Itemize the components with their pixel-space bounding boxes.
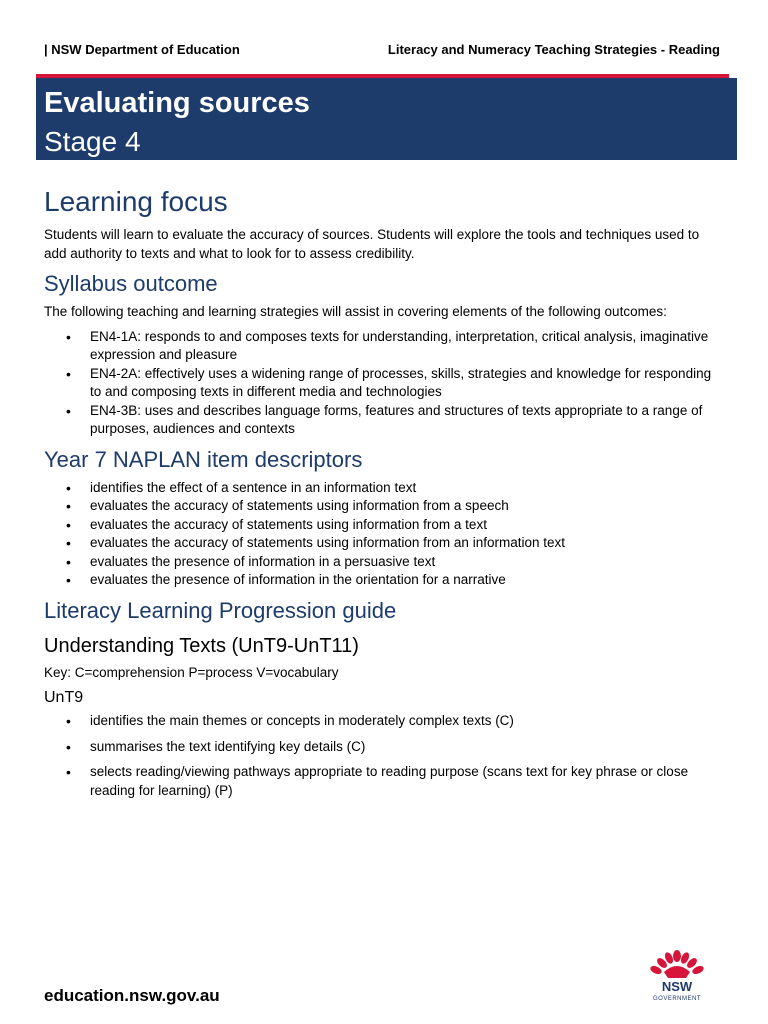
title-banner xyxy=(36,78,737,160)
header-document-title: Literacy and Numeracy Teaching Strategies - Reading xyxy=(387,42,720,57)
stage-label: Stage 4 xyxy=(44,126,141,157)
list-item: • EN4-3B: uses and describes language forms, features and structures of texts appropriate to a range of purposes, audiences and contexts xyxy=(44,402,724,439)
list-item: • evaluates the accuracy of statements using information from an information text xyxy=(44,534,724,553)
progression-heading: Literacy Learning Progression guide xyxy=(44,597,397,623)
learning-focus-text: Students will learn to evaluate the accuracy of sources. Students will explore the tools and techniques used to add authority to texts and what to look for to assess credibility. xyxy=(44,227,700,261)
header-department: | NSW Department of Education xyxy=(44,42,240,57)
list-item: • EN4-1A: responds to and composes texts for understanding, interpretation, critical analysis, imaginative expression and pleasure xyxy=(44,328,724,365)
naplan-heading: Year 7 NAPLAN item descriptors xyxy=(44,446,363,472)
list-item: • evaluates the accuracy of statements using information from a speech xyxy=(44,497,724,516)
list-item: • summarises the text identifying key details (C) xyxy=(44,738,724,757)
list-item: • EN4-2A: effectively uses a widening range of processes, skills, strategies and knowledge for responding to and composing texts in different media and technologies xyxy=(44,365,724,402)
main-content xyxy=(44,186,724,807)
list-item: • identifies the effect of a sentence in an information text xyxy=(44,479,724,498)
level-heading: UnT9 xyxy=(44,689,84,706)
syllabus-list xyxy=(44,328,724,439)
syllabus-intro: The following teaching and learning strategies will assist in covering elements of the following outcomes: xyxy=(44,304,667,319)
footer-url: education.nsw.gov.au xyxy=(44,986,220,1005)
understanding-texts-heading: Understanding Texts (UnT9-UnT11) xyxy=(44,634,359,657)
list-item: • evaluates the presence of information in the orientation for a narrative xyxy=(44,571,724,590)
list-item: • identifies the main themes or concepts in moderately complex texts (C) xyxy=(44,712,724,731)
progression-list xyxy=(44,712,724,800)
nsw-logo-text: NSW xyxy=(661,979,693,994)
list-item: • evaluates the accuracy of statements using information from a text xyxy=(44,516,724,535)
learning-focus-heading: Learning focus xyxy=(44,186,228,217)
key-text: Key: C=comprehension P=process V=vocabulary xyxy=(44,664,339,680)
list-item: • selects reading/viewing pathways appropriate to reading purpose (scans text for key phrase or close reading for learning) (P) xyxy=(44,763,724,800)
page-title: Evaluating sources xyxy=(44,87,310,119)
syllabus-outcome-heading: Syllabus outcome xyxy=(44,271,218,296)
list-item: • evaluates the presence of information in a persuasive text xyxy=(44,553,724,572)
nsw-logo-subtext: GOVERNMENT xyxy=(652,996,701,1002)
naplan-list xyxy=(44,479,724,590)
